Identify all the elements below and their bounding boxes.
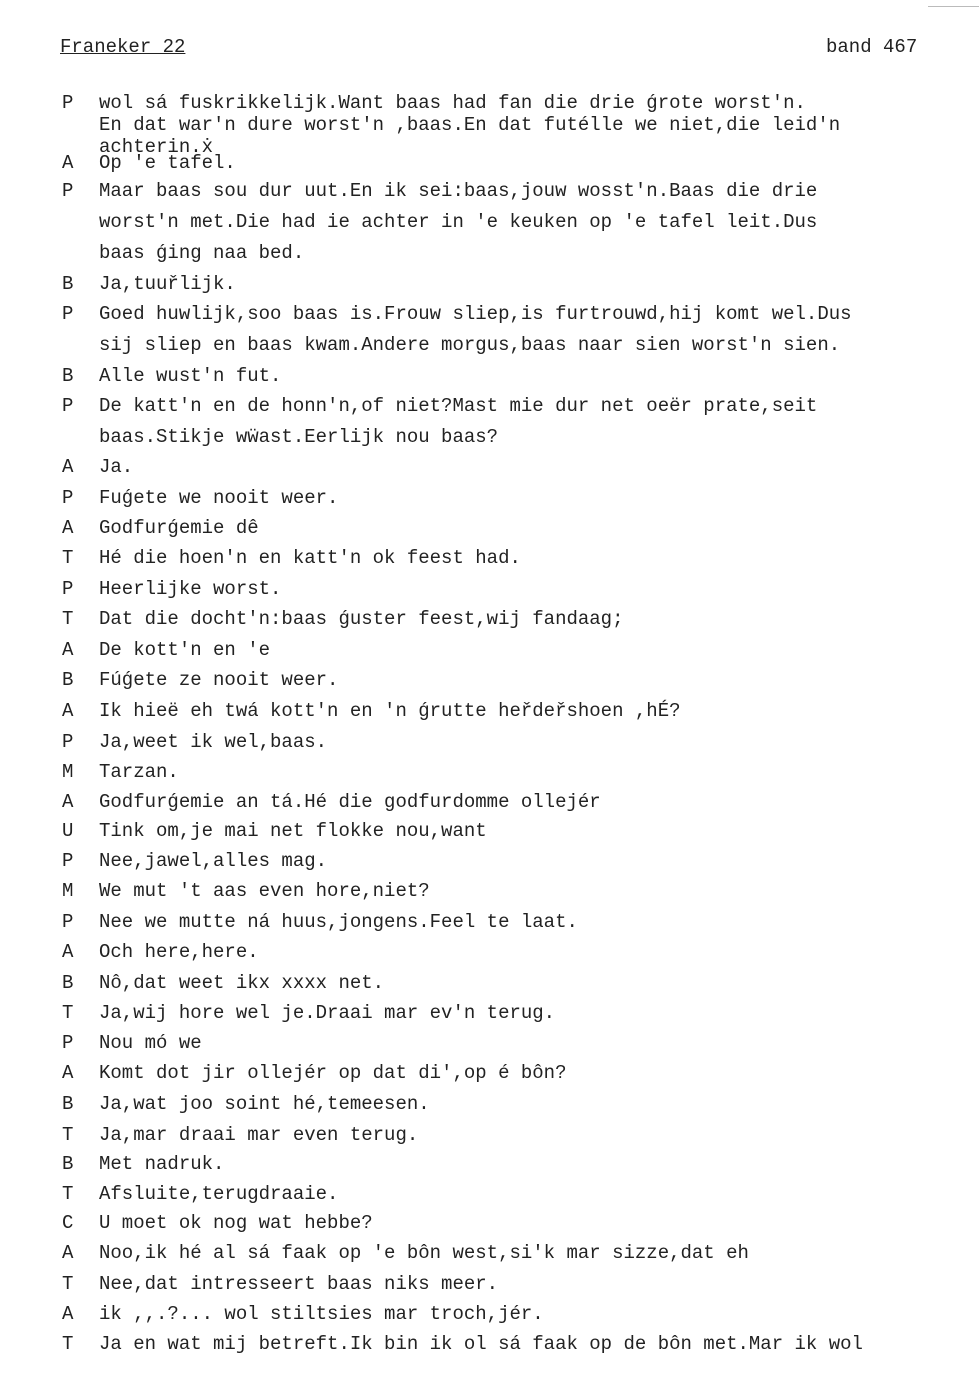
speaker-label: T: [62, 547, 74, 569]
utterance-text: Ik hieë eh twá kott′n en ′n ǵrutte heřdeřshoen ,hÉ?: [99, 700, 681, 722]
speaker-label: P: [62, 92, 74, 114]
speaker-label: T: [62, 608, 74, 630]
speaker-label: P: [62, 911, 74, 933]
utterance-text: Goed huwlijk,soo baas is.Frouw sliep,is furtrouwd,hij komt wel.Dus: [99, 303, 852, 325]
speaker-label: B: [62, 972, 74, 994]
utterance-text: Ja en wat mij betreft.Ik bin ik ol sá faak op de bôn met.Mar ik wol: [99, 1333, 863, 1355]
speaker-label: T: [62, 1333, 74, 1355]
speaker-label: B: [62, 1153, 74, 1175]
utterance-text: baas ǵing naa bed.: [99, 242, 305, 264]
utterance-text: ik ,,.?... wol stiltsies mar troch,jér.: [99, 1303, 544, 1325]
utterance-text: Tarzan.: [99, 761, 179, 783]
speaker-label: A: [62, 791, 74, 813]
speaker-label: P: [62, 578, 74, 600]
utterance-text: Godfurǵemie an tá.Hé die godfurdomme ollejér: [99, 791, 601, 813]
speaker-label: P: [62, 487, 74, 509]
speaker-label: A: [62, 517, 74, 539]
utterance-text: Fúǵete ze nooit weer.: [99, 669, 339, 691]
utterance-text: De kott′n en ′e: [99, 639, 271, 661]
speaker-label: T: [62, 1124, 74, 1146]
utterance-text: Heerlijke worst.: [99, 578, 282, 600]
utterance-text: Ja.: [99, 456, 134, 478]
utterance-text: Tink om,je mai net flokke nou,want: [99, 820, 487, 842]
speaker-label: P: [62, 850, 74, 872]
utterance-text: baas.Stikje wẅast.Eerlijk nou baas?: [99, 426, 499, 448]
speaker-label: P: [62, 731, 74, 753]
speaker-label: A: [62, 1062, 74, 1084]
utterance-text: U moet ok nog wat hebbe?: [99, 1212, 373, 1234]
speaker-label: T: [62, 1002, 74, 1024]
utterance-text: Nô,dat weet ikx xxxx net.: [99, 972, 385, 994]
speaker-label: U: [62, 820, 74, 842]
utterance-text: Alle wust′n fut.: [99, 365, 282, 387]
utterance-text: Nee we mutte ná huus,jongens.Feel te laat.: [99, 911, 578, 933]
utterance-text: Noo,ik hé al sá faak op ′e bôn west,si′k mar sizze,dat eh: [99, 1242, 749, 1264]
utterance-text: Ja,tuuřlijk.: [99, 273, 236, 295]
speaker-label: A: [62, 700, 74, 722]
utterance-text: Dat die docht′n:baas ǵuster feest,wij fandaag;: [99, 608, 624, 630]
speaker-label: B: [62, 365, 74, 387]
scan-edge-mark: [928, 6, 979, 7]
speaker-label: P: [62, 1032, 74, 1054]
utterance-text: wol sá fuskrikkelijk.Want baas had fan die drie ǵrote worst′n. En dat war′n dure worst′n ,baas.En dat futélle we niet,die leid′n achterin.ẋ: [99, 92, 841, 158]
speaker-label: A: [62, 639, 74, 661]
utterance-text: We mut ′t aas even hore,niet?: [99, 880, 430, 902]
speaker-label: P: [62, 180, 74, 202]
speaker-label: M: [62, 880, 74, 902]
utterance-text: Godfurǵemie dê: [99, 517, 259, 539]
utterance-text: Ja,wij hore wel je.Draai mar ev′n terug.: [99, 1002, 556, 1024]
speaker-label: B: [62, 273, 74, 295]
utterance-text: Ja,mar draai mar even terug.: [99, 1124, 419, 1146]
utterance-text: Fuǵete we nooit weer.: [99, 487, 339, 509]
speaker-label: A: [62, 456, 74, 478]
utterance-text: Ja,weet ik wel,baas.: [99, 731, 328, 753]
speaker-label: T: [62, 1183, 74, 1205]
utterance-text: Nee,dat intresseert baas niks meer.: [99, 1273, 499, 1295]
utterance-text: Ja,wat joo soint hé,temeesen.: [99, 1093, 430, 1115]
utterance-text: Nou mó we: [99, 1032, 202, 1054]
speaker-label: A: [62, 1242, 74, 1264]
speaker-label: P: [62, 395, 74, 417]
speaker-label: A: [62, 1303, 74, 1325]
utterance-text: Maar baas sou dur uut.En ik sei:baas,jouw wosst′n.Baas die drie: [99, 180, 818, 202]
speaker-label: P: [62, 303, 74, 325]
speaker-label: A: [62, 941, 74, 963]
utterance-text: Komt dot jir ollejér op dat di′,op é bôn?: [99, 1062, 567, 1084]
speaker-label: B: [62, 1093, 74, 1115]
band-number: band 467: [826, 36, 918, 58]
speaker-label: T: [62, 1273, 74, 1295]
speaker-label: A: [62, 152, 74, 174]
utterance-text: sij sliep en baas kwam.Andere morgus,baas naar sien worst′n sien.: [99, 334, 841, 356]
utterance-text: Nee,jawel,alles mag.: [99, 850, 328, 872]
utterance-text: Och here,here.: [99, 941, 259, 963]
speaker-label: B: [62, 669, 74, 691]
utterance-text: worst′n met.Die had ie achter in ′e keuken op ′e tafel leit.Dus: [99, 211, 818, 233]
speaker-label: C: [62, 1212, 74, 1234]
utterance-text: Hé die hoen′n en katt′n ok feest had.: [99, 547, 521, 569]
speaker-label: M: [62, 761, 74, 783]
utterance-text: De katt′n en de honn′n,of niet?Mast mie dur net oeër prate,seit: [99, 395, 818, 417]
utterance-text: Afsluite,terugdraaie.: [99, 1183, 339, 1205]
utterance-text: Met nadruk.: [99, 1153, 225, 1175]
utterance-text: Op ′e tafel.: [99, 152, 236, 174]
page-title: Franeker 22: [60, 36, 186, 58]
